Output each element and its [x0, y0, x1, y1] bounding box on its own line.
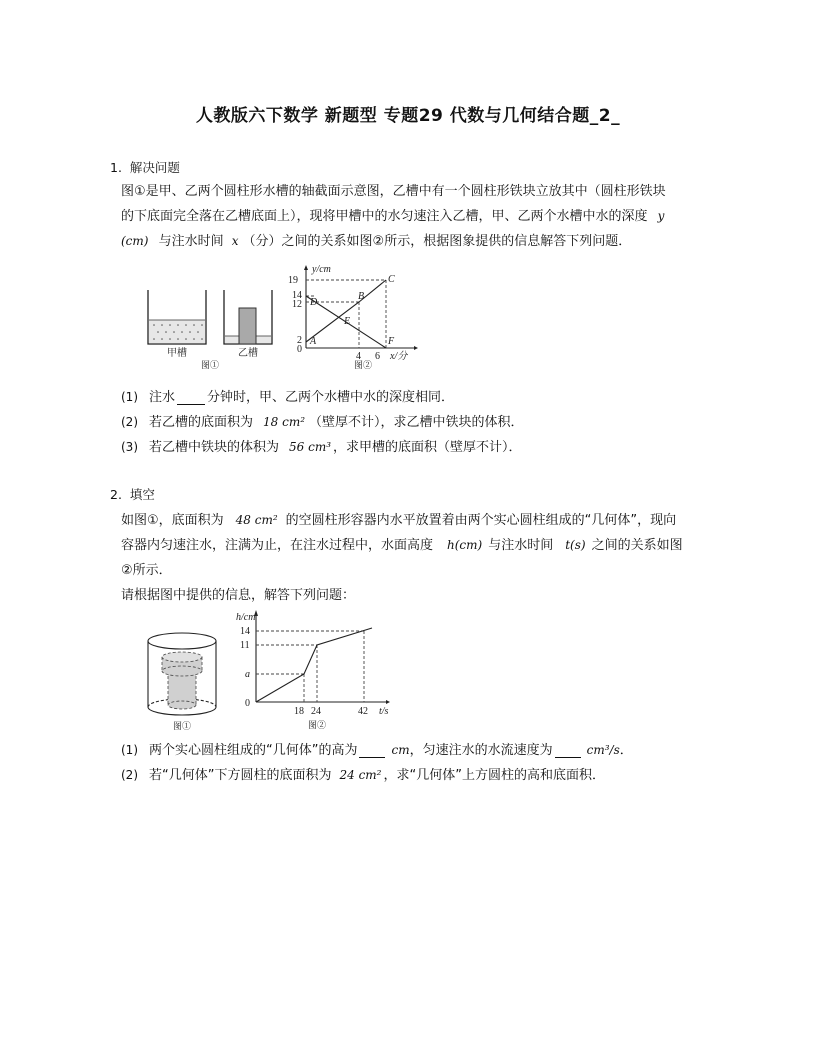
q1-fig2-point-F: F: [388, 336, 395, 347]
q1-number: 1. 解决问题: [110, 160, 180, 175]
q1-line-1: 图①是甲、乙两个圆柱形水槽的轴截面示意图，乙槽中有一个圆柱形铁块立放其中（圆柱形铁块: [121, 184, 666, 199]
q1-unit-cm: (cm): [121, 234, 149, 248]
q2-sub-2: (2) 若“几何体”下方圆柱的底面积为 24 cm² ，求“几何体”上方圆柱的高和底面积．: [121, 768, 605, 783]
q2-line-4: 请根据图中提供的信息，解答下列问题：: [121, 588, 356, 603]
q1-heading: 解决问题: [129, 160, 180, 175]
q2-fig2-xtick-18: 18: [294, 706, 304, 717]
q1-fig1-iron-block: [239, 308, 256, 344]
q1-fig2-point-B: B: [358, 291, 365, 302]
q1-fig2-xtick-4: 4: [356, 351, 361, 362]
q1-line-3: (cm) 与注水时间 x （分）之间的关系如图②所示，根据图象提供的信息解答下列问题．: [121, 234, 632, 249]
q1-fig2-ytick-0: 0: [297, 344, 302, 355]
q2-fig2-y-label: h/cm: [236, 612, 256, 623]
q2-line1-math: 48 cm²: [235, 513, 278, 527]
q2-fig2-water-level-line: [256, 628, 372, 702]
q1-sub1-blank[interactable]: [177, 390, 205, 405]
q1-fig2-point-A: A: [310, 336, 317, 347]
q1-fig1-caption: 图①: [200, 360, 220, 370]
page-title: 人教版六下数学 新题型 专题29 代数与几何结合题_2_: [195, 106, 621, 126]
q2-fig2-ytick-11: 11: [240, 640, 250, 651]
q1-fig2-point-C: C: [388, 274, 395, 285]
q2-fig1-caption: 图①: [172, 721, 192, 731]
q1-line-2: 的下底面完全落在乙槽底面上），现将甲槽中的水匀速注入乙槽，甲、乙两个水槽中水的深度 y: [121, 209, 665, 224]
q2-heading: 填空: [129, 487, 155, 502]
q1-fig2-xtick-6: 6: [375, 351, 380, 362]
q1-fig2-ytick-14: 14: [292, 290, 302, 301]
q2-line2-math-h: h(cm): [447, 538, 483, 552]
q1-fig2-point-D: D: [310, 297, 318, 308]
q1-fig2-ytick-2: 2: [297, 335, 302, 346]
q2-line-2: 容器内匀速注水，注满为止，在注水过程中，水面高度 h(cm) 与注水时间 t(s) 之间的关系如图: [121, 538, 683, 553]
q2-sub1-blank-height[interactable]: [359, 743, 385, 758]
q1-var-x: x: [231, 234, 239, 248]
q1-figure-2: [286, 262, 426, 370]
q1-fig2-line-ABC: [306, 280, 386, 342]
q1-fig2-y-label: y/cm: [312, 264, 331, 275]
q1-var-y: y: [657, 209, 665, 223]
q1-fig2-x-label: x/分: [390, 351, 408, 362]
q2-fig2-ytick-14: 14: [240, 626, 250, 637]
q1-sub-1: (1) 注水 分钟时，甲、乙两个水槽中水的深度相同．: [121, 390, 455, 405]
q1-fig1-label-jia: 甲槽: [167, 348, 187, 359]
q1-fig2-caption: 图②: [354, 360, 373, 370]
q1-fig1-label-yi: 乙槽: [238, 348, 258, 359]
q2-sub2-math: 24 cm²: [339, 768, 382, 782]
q2-number: 2. 填空: [110, 487, 155, 502]
q1-fig2-ytick-12: 12: [292, 299, 302, 310]
q2-sub-1: (1) 两个实心圆柱组成的“几何体”的高为 cm，匀速注水的水流速度为 cm³/s．: [121, 743, 633, 758]
q2-fig2-xtick-42: 42: [358, 706, 368, 717]
q2-figure-1: [138, 625, 230, 733]
q1-sub-3: (3) 若乙槽中铁块的体积为 56 cm³ ，求甲槽的底面积（壁厚不计）．: [121, 440, 522, 455]
q2-line-1: 如图①，底面积为 48 cm² 的空圆柱形容器内水平放置着由两个实心圆柱组成的“几何体”，现向: [121, 513, 677, 528]
q2-fig2-x-label: t/s: [379, 706, 389, 717]
q2-figure-2: [236, 606, 396, 734]
q2-fig1-upper-cylinder: [162, 652, 202, 676]
q2-fig2-ytick-a: a: [245, 669, 250, 680]
q1-fig2-point-E: E: [344, 316, 351, 327]
q2-line-3: ②所示．: [121, 563, 172, 578]
q2-sub1-blank-speed[interactable]: [555, 743, 581, 758]
q1-sub-2: (2) 若乙槽的底面积为 18 cm² （壁厚不计），求乙槽中铁块的体积．: [121, 415, 524, 430]
q2-fig2-ytick-0: 0: [245, 698, 250, 709]
q2-fig2-xtick-24: 24: [311, 706, 321, 717]
q2-fig2-caption: 图②: [308, 720, 327, 730]
q1-fig2-ytick-19: 19: [288, 275, 298, 286]
q2-fig1-lower-cylinder: [168, 671, 196, 709]
q2-sub1-unit-cm: cm: [391, 743, 410, 757]
q1-sub2-math: 18 cm²: [263, 415, 306, 429]
q2-sub1-unit-speed: cm³/s: [586, 743, 620, 757]
q1-sub3-math: 56 cm³: [289, 440, 332, 454]
q1-figure-1: [138, 262, 283, 370]
q2-line2-math-t: t(s): [565, 538, 586, 552]
